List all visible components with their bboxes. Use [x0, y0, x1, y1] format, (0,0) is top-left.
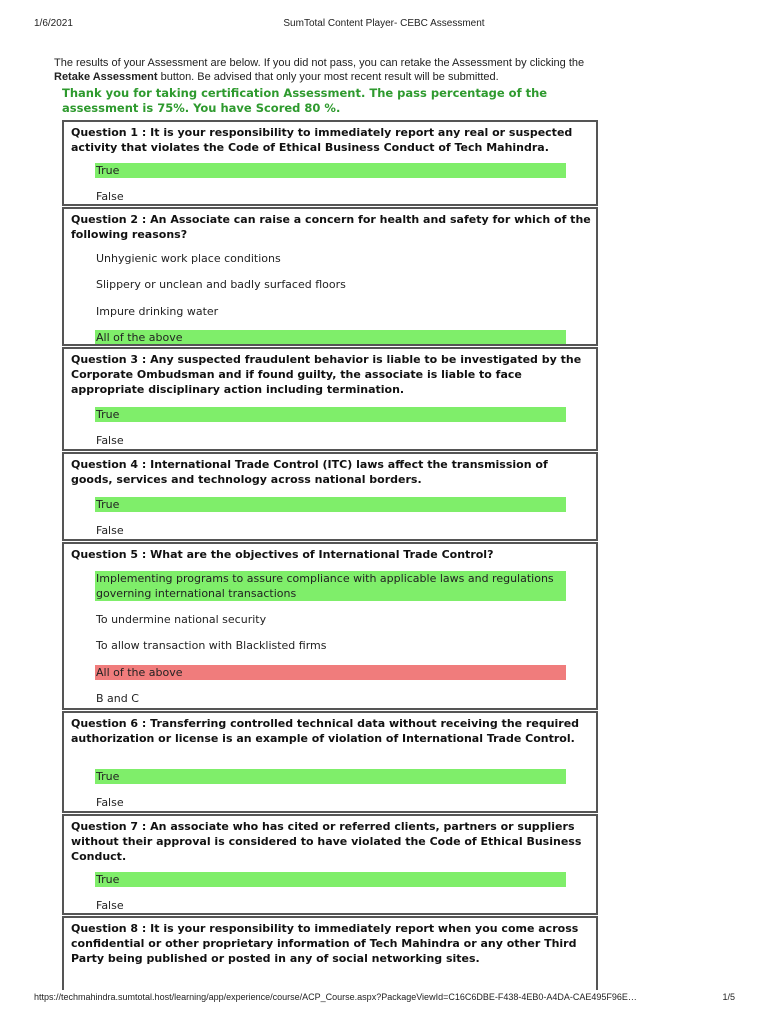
question-text: Question 8 : It is your responsibility to immediately report when you come across confidential or other proprietary information of Tech Mahindra or any other Third Party being published or posted in any of social networking sites.	[71, 922, 579, 965]
question-7	[62, 814, 598, 915]
question-8	[62, 916, 598, 990]
answer-option: False	[96, 899, 124, 912]
answer-option: To undermine national security	[96, 613, 267, 626]
question-1	[62, 120, 598, 206]
question-5	[62, 542, 598, 710]
answer-option: True	[95, 497, 566, 512]
print-header	[0, 18, 768, 32]
print-date: 1/6/2021	[34, 18, 73, 29]
question-text: Question 2 : An Associate can raise a concern for health and safety for which of the following reasons?	[71, 213, 591, 241]
answer-option: Implementing programs to assure compliance with applicable laws and regulations governing international transactions	[95, 571, 566, 601]
question-text: Question 4 : International Trade Control (ITC) laws affect the transmission of goods, services and technology across national borders.	[71, 458, 548, 486]
question-text: Question 7 : An associate who has cited or referred clients, partners or suppliers without their approval is considered to have violated the Code of Ethical Business Conduct.	[71, 820, 582, 863]
answer-option: All of the above	[95, 665, 566, 680]
answer-option: False	[96, 796, 124, 809]
answer-option: Impure drinking water	[96, 305, 219, 318]
result-line2: assessment is 75%. You have Scored 80 %.	[62, 101, 341, 115]
answer-option: B and C	[96, 692, 139, 705]
question-text: Question 3 : Any suspected fraudulent behavior is liable to be investigated by the Corporate Ombudsman and if found guilty, the associate is liable to face appropriate disciplinary action including termination.	[71, 353, 582, 396]
answer-option: Unhygienic work place conditions	[96, 252, 281, 265]
question-text: Question 6 : Transferring controlled technical data without receiving the required authorization or license is an example of violation of International Trade Control.	[71, 717, 580, 745]
answer-option: Slippery or unclean and badly surfaced floors	[96, 278, 346, 291]
answer-option: All of the above	[95, 330, 566, 345]
question-6	[62, 711, 598, 813]
page-url: https://techmahindra.sumtotal.host/learning/app/experience/course/ACP_Course.aspx?PackageViewId=C16C6DBE-F438-4EB0-A4DA-CAE495F96E…	[34, 992, 637, 1002]
print-title: SumTotal Content Player- CEBC Assessment	[283, 18, 485, 29]
retake-assessment-label: Retake Assessment	[54, 71, 158, 83]
answer-option: True	[95, 769, 566, 784]
answer-option: False	[96, 190, 124, 203]
result-message	[62, 86, 582, 116]
answer-option: False	[96, 524, 124, 537]
page-number: 1/5	[722, 992, 735, 1002]
print-footer	[0, 992, 768, 1006]
intro-line2: button. Be advised that only your most recent result will be submitted.	[157, 71, 499, 83]
answer-option: False	[96, 434, 124, 447]
intro-line1: The results of your Assessment are below. If you did not pass, you can retake the Assessment by clicking the	[54, 57, 585, 69]
question-3	[62, 347, 598, 451]
question-4	[62, 452, 598, 541]
intro-text	[54, 56, 614, 84]
question-text: Question 5 : What are the objectives of International Trade Control?	[71, 548, 494, 561]
answer-option: True	[95, 407, 566, 422]
result-line1: Thank you for taking certification Assessment. The pass percentage of the	[62, 86, 548, 100]
answer-option: To allow transaction with Blacklisted firms	[96, 639, 327, 652]
question-2	[62, 207, 598, 346]
answer-option: True	[95, 872, 566, 887]
answer-option: True	[95, 163, 566, 178]
question-text: Question 1 : It is your responsibility to immediately report any real or suspected activity that violates the Code of Ethical Business Conduct of Tech Mahindra.	[71, 126, 573, 154]
